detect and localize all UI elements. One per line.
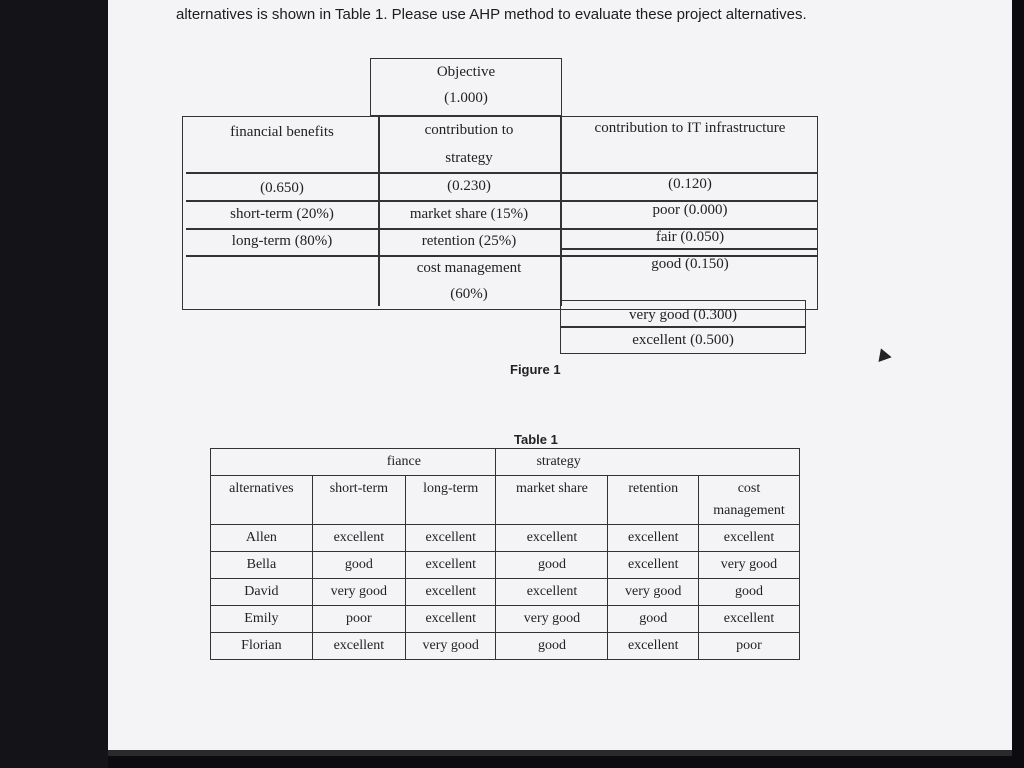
table-cell: poor — [699, 633, 800, 660]
table-cell: excellent — [608, 633, 699, 660]
header-cost-management: cost management — [699, 476, 800, 525]
table-cell: very good — [312, 579, 405, 606]
table-cell: good — [699, 579, 800, 606]
table-cell: very good — [699, 552, 800, 579]
table-cell: very good — [496, 606, 608, 633]
table-cell: good — [608, 606, 699, 633]
strategy-sub-0: market share (15%) — [409, 206, 529, 222]
group-header-strategy: strategy — [496, 449, 800, 476]
table-cell: excellent — [312, 525, 405, 552]
table-row — [211, 552, 800, 579]
header-alternatives: alternatives — [211, 476, 313, 525]
table-cell: excellent — [405, 606, 496, 633]
it-sub-3: very good (0.300) — [629, 307, 737, 323]
objective-weight: (1.000) — [444, 90, 488, 106]
table-cell: very good — [608, 579, 699, 606]
table-row — [211, 525, 800, 552]
strategy-sub-3: (60%) — [450, 286, 488, 302]
header-short-term: short-term — [312, 476, 405, 525]
figure-caption: Figure 1 — [510, 362, 561, 377]
table-cell: excellent — [699, 525, 800, 552]
header-retention: retention — [608, 476, 699, 525]
strategy-label-1: contribution to — [424, 122, 514, 138]
it-sub-2: good (0.150) — [651, 256, 729, 272]
it-sub-0: poor (0.000) — [652, 202, 728, 218]
header-long-term: long-term — [405, 476, 496, 525]
table-cell: excellent — [699, 606, 800, 633]
table-cell: Emily — [211, 606, 313, 633]
table-cell: excellent — [405, 552, 496, 579]
table-cell: Bella — [211, 552, 313, 579]
strategy-label-2: strategy — [445, 150, 493, 166]
table-row — [211, 633, 800, 660]
header-market-share: market share — [496, 476, 608, 525]
table-row — [211, 606, 800, 633]
table-cell: excellent — [496, 525, 608, 552]
table-cell: Allen — [211, 525, 313, 552]
table-caption: Table 1 — [514, 432, 558, 447]
objective-label: Objective — [436, 64, 496, 80]
table-cell: David — [211, 579, 313, 606]
monitor-bezel — [0, 0, 108, 768]
document-screen — [108, 0, 1012, 756]
financial-weight: (0.650) — [260, 180, 304, 196]
strategy-sub-1: retention (25%) — [421, 233, 517, 249]
strategy-sub-2: cost management — [416, 260, 522, 276]
table-cell: excellent — [312, 633, 405, 660]
table-cell: excellent — [496, 579, 608, 606]
it-label: contribution to IT infrastructure — [594, 120, 786, 136]
table-cell: good — [496, 552, 608, 579]
table-cell: excellent — [405, 525, 496, 552]
strategy-weight: (0.230) — [447, 178, 491, 194]
alternatives-table — [210, 448, 800, 660]
it-weight: (0.120) — [668, 176, 712, 192]
financial-sub-1: long-term (80%) — [231, 233, 333, 249]
table-row — [211, 579, 800, 606]
mouse-pointer-icon — [874, 346, 891, 362]
table-cell: very good — [405, 633, 496, 660]
table-cell: good — [496, 633, 608, 660]
table-cell: Florian — [211, 633, 313, 660]
table-cell: good — [312, 552, 405, 579]
table-cell: excellent — [608, 525, 699, 552]
group-header-finance: fiance — [312, 449, 496, 476]
financial-label: financial benefits — [230, 124, 334, 140]
table-cell: excellent — [405, 579, 496, 606]
intro-text: alternatives is shown in Table 1. Please use AHP method to evaluate these project alternatives. — [176, 6, 807, 23]
table-cell: poor — [312, 606, 405, 633]
it-sub-1: fair (0.050) — [655, 229, 725, 245]
table-cell: excellent — [608, 552, 699, 579]
it-sub-4: excellent (0.500) — [632, 332, 734, 348]
financial-sub-0: short-term (20%) — [230, 206, 334, 222]
